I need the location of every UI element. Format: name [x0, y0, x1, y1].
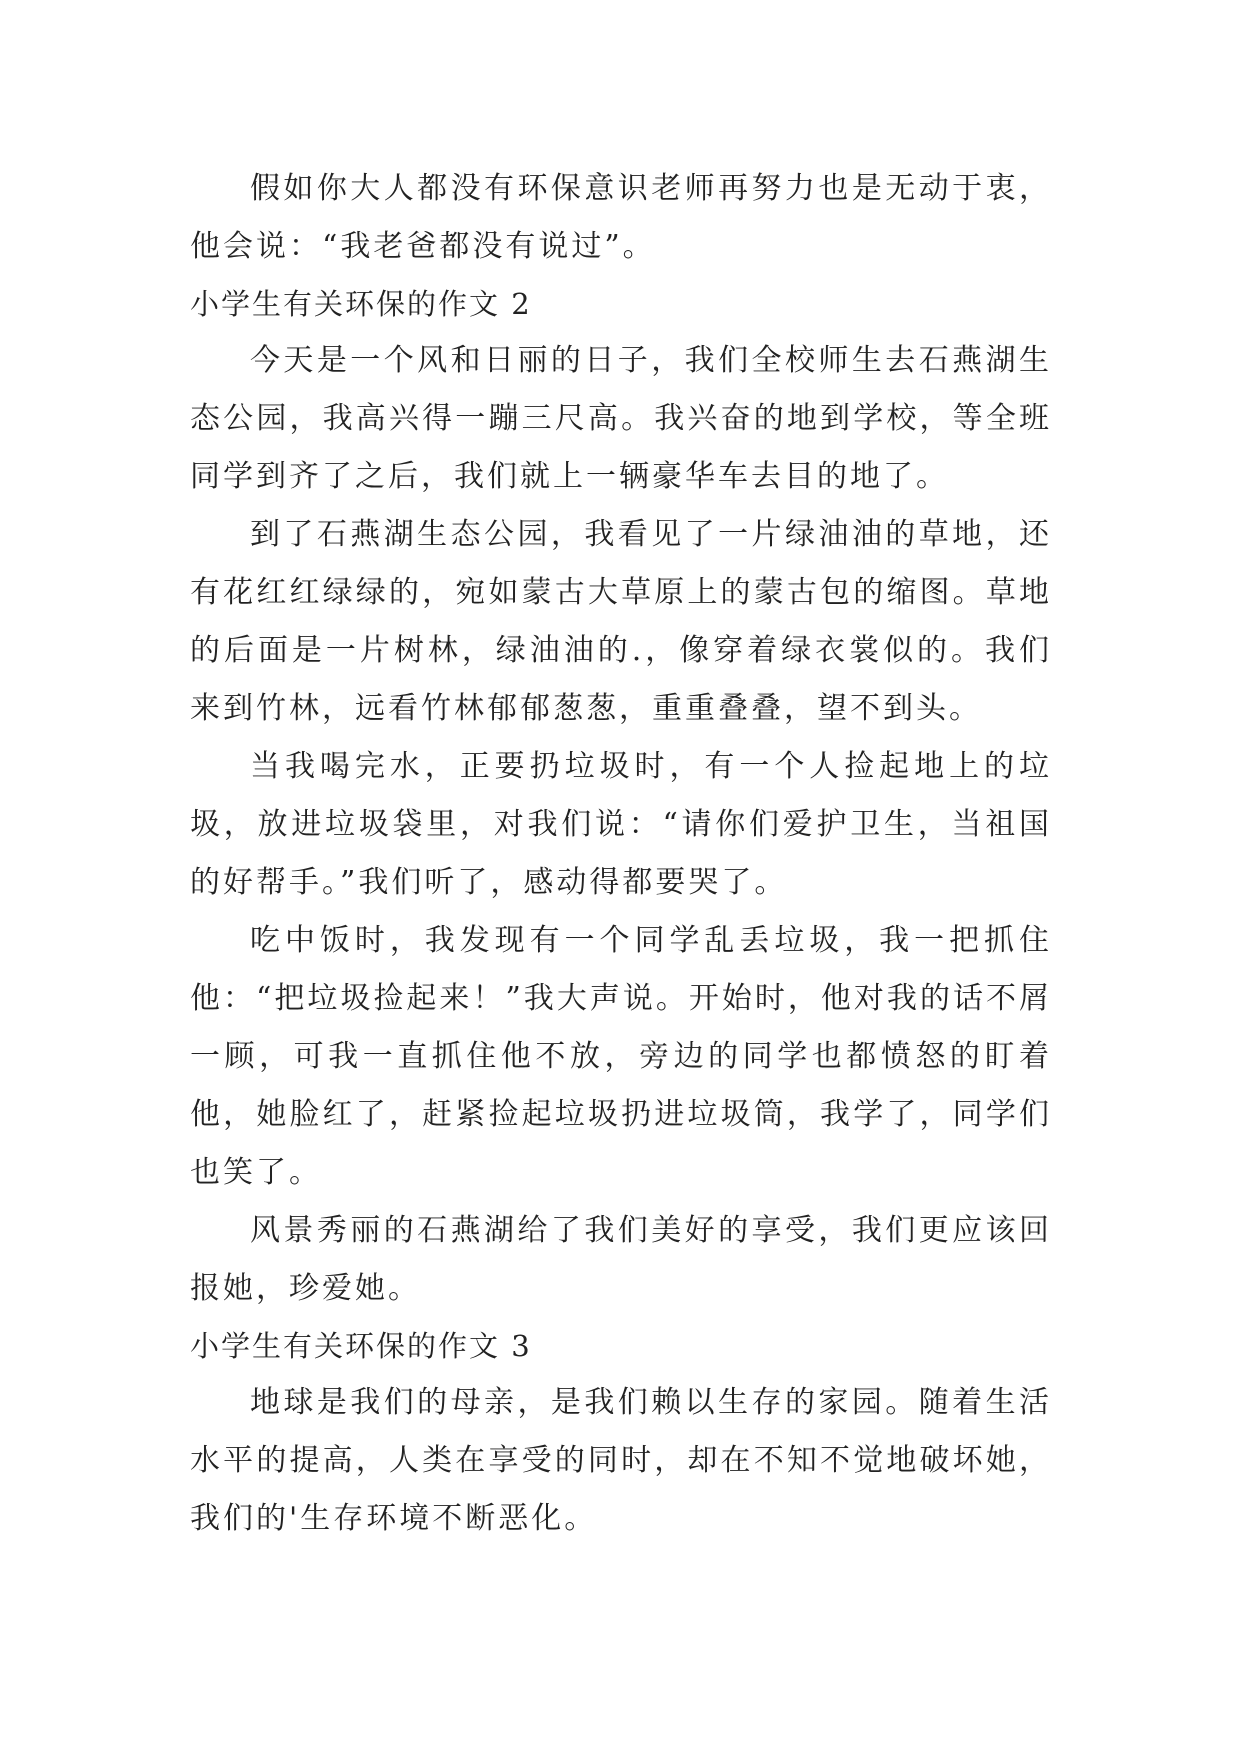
paragraph-essay2-2: 到了石燕湖生态公园，我看见了一片绿油油的草地，还有花红红绿绿的，宛如蒙古大草原上的蒙古包的缩图。草地的后面是一片树林，绿油油的.，像穿着绿衣裳似的。我们来到竹林，远看竹林郁郁葱葱，重重叠叠，望不到头。 [190, 517, 1052, 726]
paragraph-essay2-3: 当我喝完水，正要扔垃圾时，有一个人捡起地上的垃圾，放进垃圾袋里，对我们说：“请你们爱护卫生，当祖国的好帮手。”我们听了，感动得都要哭了。 [190, 749, 1052, 900]
paragraph-essay2-5: 风景秀丽的石燕湖给了我们美好的享受，我们更应该回报她，珍爱她。 [190, 1213, 1052, 1306]
document-body [190, 160, 1052, 1548]
paragraph-essay3-1: 地球是我们的母亲，是我们赖以生存的家园。随着生活水平的提高，人类在享受的同时，却在不知不觉地破坏她，我们的'生存环境不断恶化。 [190, 1385, 1052, 1536]
paragraph-essay2-4: 吃中饭时，我发现有一个同学乱丢垃圾，我一把抓住他：“把垃圾捡起来！”我大声说。开始时，他对我的话不屑一顾，可我一直抓住他不放，旁边的同学也都愤怒的盯着他，她脸红了，赶紧捡起垃圾扔进垃圾筒，我学了，同学们也笑了。 [190, 923, 1052, 1190]
paragraph-essay2-1: 今天是一个风和日丽的日子，我们全校师生去石燕湖生态公园，我高兴得一蹦三尺高。我兴奋的地到学校，等全班同学到齐了之后，我们就上一辆豪华车去目的地了。 [190, 343, 1052, 494]
essay-2-heading: 小学生有关环保的作文 2 [190, 287, 532, 321]
essay-3-heading: 小学生有关环保的作文 3 [190, 1329, 532, 1363]
paragraph-intro-ending: 假如你大人都没有环保意识老师再努力也是无动于衷，他会说：“我老爸都没有说过”。 [190, 171, 1052, 264]
